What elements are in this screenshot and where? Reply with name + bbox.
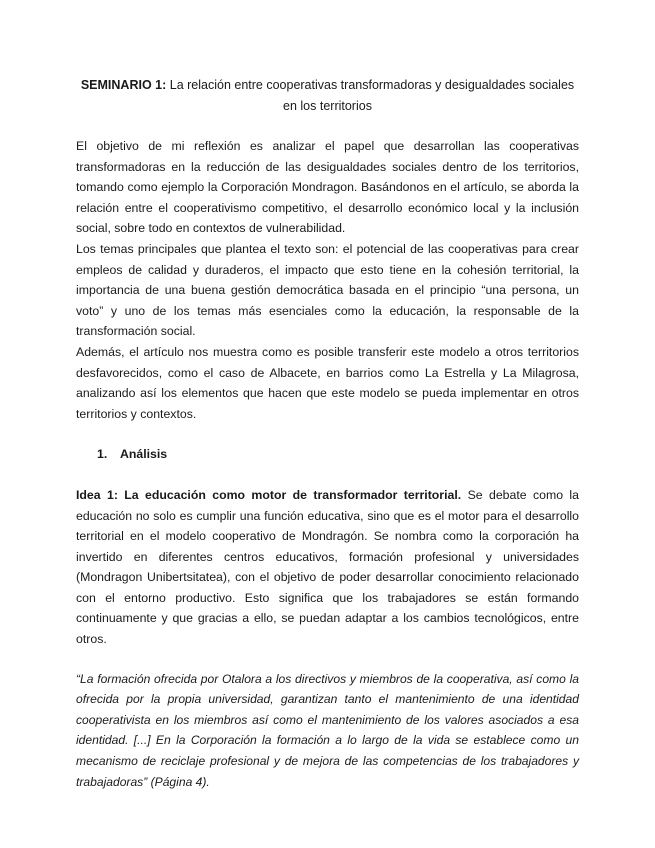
- title-label: SEMINARIO 1:: [80, 78, 167, 92]
- idea-1-paragraph: [76, 485, 579, 650]
- document-title: [76, 0, 579, 117]
- idea-1-text: Se debate como la educación no solo es cumplir una función educativa, sino que es el motor para el desarrollo territorial en el modelo cooperativo de Mondragón. Se nombra como la corporación ha invertido en diferentes centros educativos, formación profesional y universidades (Mondragon Unibertsitatea), con el objetivo de poder desarrollar conocimiento relacionado con el entorno productivo. Esto significa que los trabajadores se están formando continuamente y que gracias a ello, se puedan adaptar a los cambios tecnológicos, entre otros.: [76, 487, 580, 647]
- section-heading: [76, 444, 579, 465]
- intro-paragraph-1: El objetivo de mi reflexión es analizar el papel que desarrollan las cooperativas transformadoras en la reducción de las desigualdades sociales dentro de los territorios, tomando como ejemplo la Corporación Mondragon. Basándonos en el artículo, se aborda la relación entre el cooperativismo competitivo, el desarrollo económico local y la inclusión social, sobre todo en contextos de vulnerabilidad.: [76, 139, 579, 236]
- intro-paragraph-3: Además, el artículo nos muestra como es posible transferir este modelo a otros territorios desfavorecidos, como el caso de Albacete, en barrios como La Estrella y La Milagrosa, analizando así los elementos que hacen que este modelo se pueda implementar en otros territorios y contextos.: [76, 344, 579, 421]
- title-text: La relación entre cooperativas transformadoras y desigualdades sociales en los territorios: [169, 78, 575, 113]
- idea-1-heading: Idea 1: La educación como motor de transformador territorial.: [76, 487, 462, 502]
- quote-paragraph: “La formación ofrecida por Otalora a los directivos y miembros de la cooperativa, así como la ofrecida por la propia universidad, garantizan tanto el mantenimiento de una identidad cooperativista en los miembros así como el mantenimiento de los valores asociados a esa identidad. [...] En la Corporación la formación a lo largo de la vida se establece como un mecanismo de reciclaje profesional y de mejora de las competencias de los trabajadores y trabajadoras” (Página 4).: [76, 671, 579, 789]
- section-title: Análisis: [119, 447, 168, 462]
- intro-paragraph-2: Los temas principales que plantea el texto son: el potencial de las cooperativas para crear empleos de calidad y duraderos, el impacto que esto tiene en la cohesión territorial, la importancia de una buena gestión democrática basada en el principio “una persona, un voto” y uno de los temas más esenciales como la educación, la responsable de la transformación social.: [76, 241, 579, 339]
- section-number: 1.: [97, 447, 108, 462]
